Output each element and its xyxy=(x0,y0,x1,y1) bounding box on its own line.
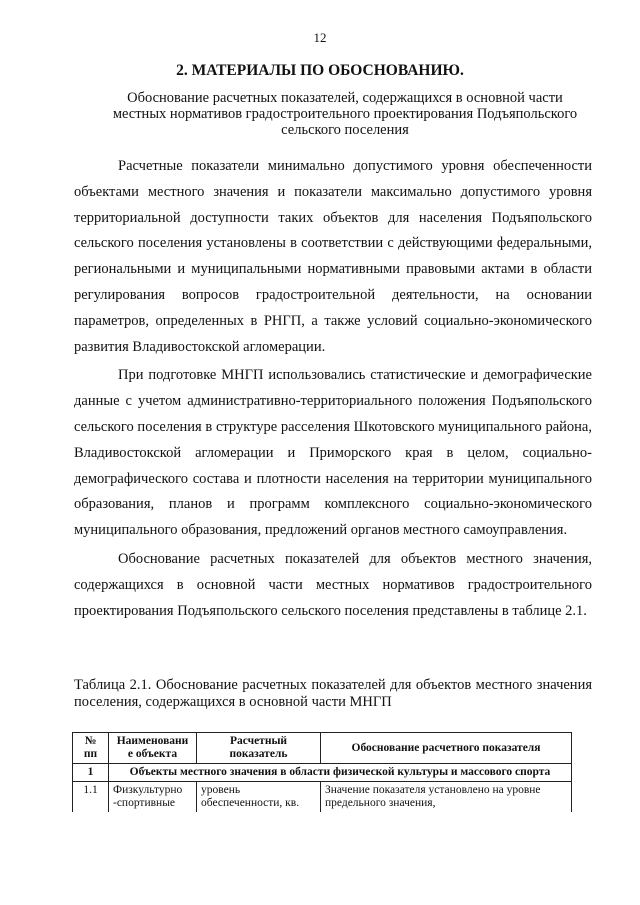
table-section-row xyxy=(73,764,572,782)
table-header-row xyxy=(73,733,572,764)
table-row xyxy=(73,782,572,813)
table-caption: Таблица 2.1. Обоснование расчетных показателей для объектов местного значения поселения, содержащихся в основной части МНГП xyxy=(74,677,592,710)
header-indicator: Расчетный показатель xyxy=(197,733,321,764)
header-object: Наименовани е объекта xyxy=(109,733,197,764)
row-indicator: уровень обеспеченности, кв. xyxy=(197,782,321,813)
paragraph-1: Расчетные показатели минимально допустимого уровня обеспеченности объектами местного значения и показатели максимально допустимого уровня территориальной доступности таких объектов для населения Подъяпольского сельского поселения установлены в соответствии с действующими федеральными, региональными и муниципальными нормативными правовыми актами в области регулирования вопросов градостроительной деятельности, на основании параметров, определенных в РНГП, а также условий социально-экономического развития Владивостокской агломерации. xyxy=(74,158,592,355)
header-justification: Обоснование расчетного показателя xyxy=(321,733,572,764)
paragraph-2: При подготовке МНГП использовались статистические и демографические данные с учетом административно-территориального положения Подъяпольского сельского поселения в структуре расселения Шкотовского муниципального района, Владивостокской агломерации и Приморского края в целом, социально-демографического состава и плотности населения на территории муниципального образования, планов и программ комплексного социально-экономического муниципального образования, предложений органов местного самоуправления. xyxy=(74,367,592,539)
page-number: 12 xyxy=(313,30,327,45)
section-heading: 2. МАТЕРИАЛЫ ПО ОБОСНОВАНИЮ. xyxy=(176,62,464,79)
header-num: № пп xyxy=(73,733,109,764)
row-justification: Значение показателя установлено на уровне предельного значения, xyxy=(321,782,572,813)
section-title: Объекты местного значения в области физической культуры и массового спорта xyxy=(109,764,572,782)
body-text xyxy=(74,154,592,624)
section-subheading: Обоснование расчетных показателей, содержащихся в основной части местных нормативов градостроительного проектирования Подъяпольского сельского поселения xyxy=(112,90,578,138)
paragraph-3: Обоснование расчетных показателей для объектов местного значения, содержащихся в основной части местных нормативов градостроительного проектирования Подъяпольского сельского поселения представлены в таблице 2.1. xyxy=(74,550,592,619)
row-object: Физкультурно -спортивные xyxy=(109,782,197,813)
row-num: 1.1 xyxy=(73,782,109,813)
section-num: 1 xyxy=(73,764,109,782)
norms-table xyxy=(72,732,572,812)
